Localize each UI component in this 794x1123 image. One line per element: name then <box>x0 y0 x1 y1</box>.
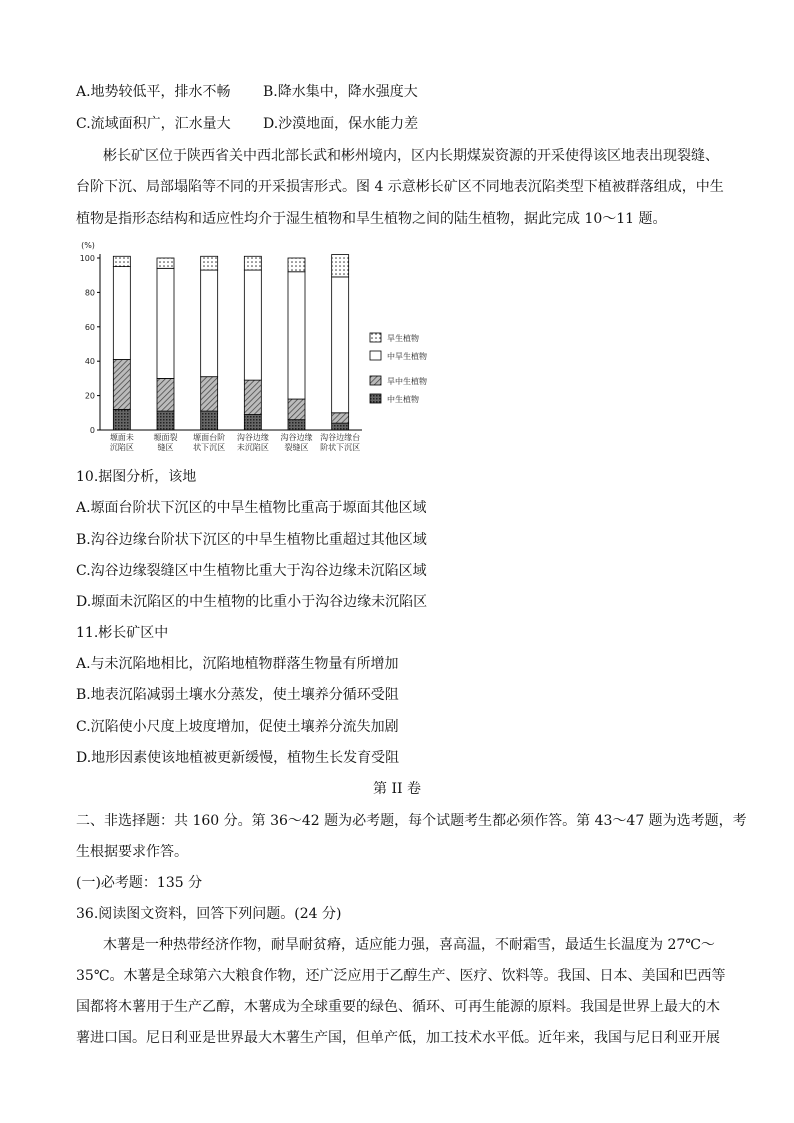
q11-option-b: B.地表沉陷减弱土壤水分蒸发，使土壤养分循环受阻 <box>76 687 399 703</box>
option-c-prev: C.流域面积广，汇水量大 <box>76 116 231 132</box>
bar-segment <box>244 256 261 270</box>
bar-segment <box>288 258 305 272</box>
q36-para-line-3: 国都将木薯用于生产乙醇，木薯成为全球重要的绿色、循环、可再生能源的原料。我国是世界上最大的木 <box>76 999 720 1015</box>
section-title: 第 II 卷 <box>373 781 421 797</box>
intro-line-3: 植物是指形态结构和适应性均介于湿生植物和旱生植物之间的陆生植物，据此完成 10～11 题。 <box>76 211 667 227</box>
q36-para-line-1: 木薯是一种热带经济作物，耐旱耐贫瘠，适应能力强，喜高温，不耐霜雪，最适生长温度为 27℃～ <box>103 937 715 953</box>
q36-para-line-2: 35℃。木薯是全球第六大粮食作物，还广泛应用于乙醇生产、医疗、饮料等。我国、日本、美国和巴西等 <box>76 968 726 984</box>
x-tick-label: 状下沉区 <box>193 443 226 452</box>
bar-segment <box>157 411 174 430</box>
y-tick-label: 20 <box>84 391 95 401</box>
intro-line-2: 台阶下沉、局部塌陷等不同的开采损害形式。图 4 示意彬长矿区不同地表沉陷类型下植被群落组成，中生 <box>76 179 724 195</box>
q36-stem: 36.阅读图文资料，回答下列问题。(24 分) <box>76 906 342 922</box>
y-axis-label: (%) <box>81 241 95 250</box>
bar-segment <box>157 268 174 378</box>
bar-segment <box>113 359 130 409</box>
bar-segment <box>332 413 349 423</box>
q11-option-c: C.沉陷使小尺度上坡度增加，促使土壤养分流失加剧 <box>76 719 399 735</box>
bar-segment <box>288 399 305 420</box>
bar-segment <box>201 270 218 377</box>
option-a-prev: A.地势较低平，排水不畅 <box>76 84 231 100</box>
bar-segment <box>244 415 261 430</box>
x-tick-label: 沉陷区 <box>109 443 134 452</box>
q10-option-a: A.塬面台阶状下沉区的中旱生植物比重高于塬面其他区域 <box>76 500 427 516</box>
x-tick-label: 裂缝区 <box>284 443 309 452</box>
bar-segment <box>332 277 349 413</box>
legend-swatch <box>370 376 381 385</box>
vegetation-stacked-bar-chart <box>70 236 470 458</box>
y-tick-label: 60 <box>84 322 95 332</box>
bar-segment <box>201 411 218 430</box>
legend-swatch <box>370 351 381 360</box>
legend-label: 中旱生植物 <box>387 352 427 361</box>
legend-swatch <box>370 394 381 403</box>
q10-stem: 10.据图分析，该地 <box>76 469 197 485</box>
x-tick-label: 塬面未 <box>109 433 134 442</box>
bar-segment <box>201 377 218 411</box>
bar-segment <box>332 255 349 277</box>
intro-line-1: 彬长矿区位于陕西省关中西北部长武和彬州境内，区内长期煤炭资源的开采使得该区地表出现裂缝、 <box>103 148 719 164</box>
legend-label: 旱中生植物 <box>387 377 427 386</box>
bar-segment <box>113 267 130 360</box>
legend-swatch <box>370 333 381 342</box>
x-tick-label: 沟谷边缘 <box>236 433 269 442</box>
part2-line-2: 生根据要求作答。 <box>76 844 188 860</box>
x-tick-label: 未沉陷区 <box>236 443 269 452</box>
x-tick-label: 塬面台阶 <box>193 433 226 442</box>
x-tick-label: 沟谷边缘台 <box>320 433 361 442</box>
bar-segment <box>157 258 174 268</box>
q11-option-d: D.地形因素使该地植被更新缓慢，植物生长发育受阻 <box>76 750 400 766</box>
bar-segment <box>244 380 261 414</box>
q36-para-line-4: 薯进口国。尼日利亚是世界最大木薯生产国，但单产低，加工技术水平低。近年来，我国与尼日利亚开展 <box>76 1030 720 1046</box>
option-b-prev: B.降水集中，降水强度大 <box>263 84 418 100</box>
bar-segment <box>288 272 305 399</box>
required-heading: (一)必考题：135 分 <box>76 875 203 891</box>
bar-segment <box>157 378 174 411</box>
x-tick-label: 塬面裂 <box>153 433 178 442</box>
bar-segment <box>244 270 261 380</box>
y-tick-label: 100 <box>79 254 95 263</box>
bar-segment <box>201 256 218 270</box>
y-tick-label: 80 <box>84 288 95 298</box>
q10-option-b: B.沟谷边缘台阶状下沉区的中旱生植物比重超过其他区域 <box>76 532 427 548</box>
q10-option-c: C.沟谷边缘裂缝区中生植物比重大于沟谷边缘未沉陷区域 <box>76 563 427 579</box>
y-tick-label: 0 <box>89 426 95 435</box>
x-tick-label: 缝区 <box>157 443 174 452</box>
bar-segment <box>113 256 130 266</box>
x-tick-label: 沟谷边缘 <box>280 433 313 442</box>
q11-option-a: A.与未沉陷地相比，沉陷地植物群落生物量有所增加 <box>76 656 399 672</box>
q11-stem: 11.彬长矿区中 <box>76 625 169 641</box>
part2-line-1: 二、非选择题：共 160 分。第 36～42 题为必考题，每个试题考生都必须作答。第 43～47 题为选考题，考 <box>76 813 747 829</box>
q10-option-d: D.塬面未沉陷区的中生植物的比重小于沟谷边缘未沉陷区 <box>76 594 428 610</box>
bar-segment <box>288 420 305 430</box>
legend-label: 旱生植物 <box>387 334 419 343</box>
y-tick-label: 40 <box>84 357 95 367</box>
option-d-prev: D.沙漠地面，保水能力差 <box>263 116 419 132</box>
bar-segment <box>113 409 130 430</box>
legend-label: 中生植物 <box>387 395 419 404</box>
x-tick-label: 阶状下沉区 <box>320 443 361 452</box>
bar-segment <box>332 423 349 430</box>
